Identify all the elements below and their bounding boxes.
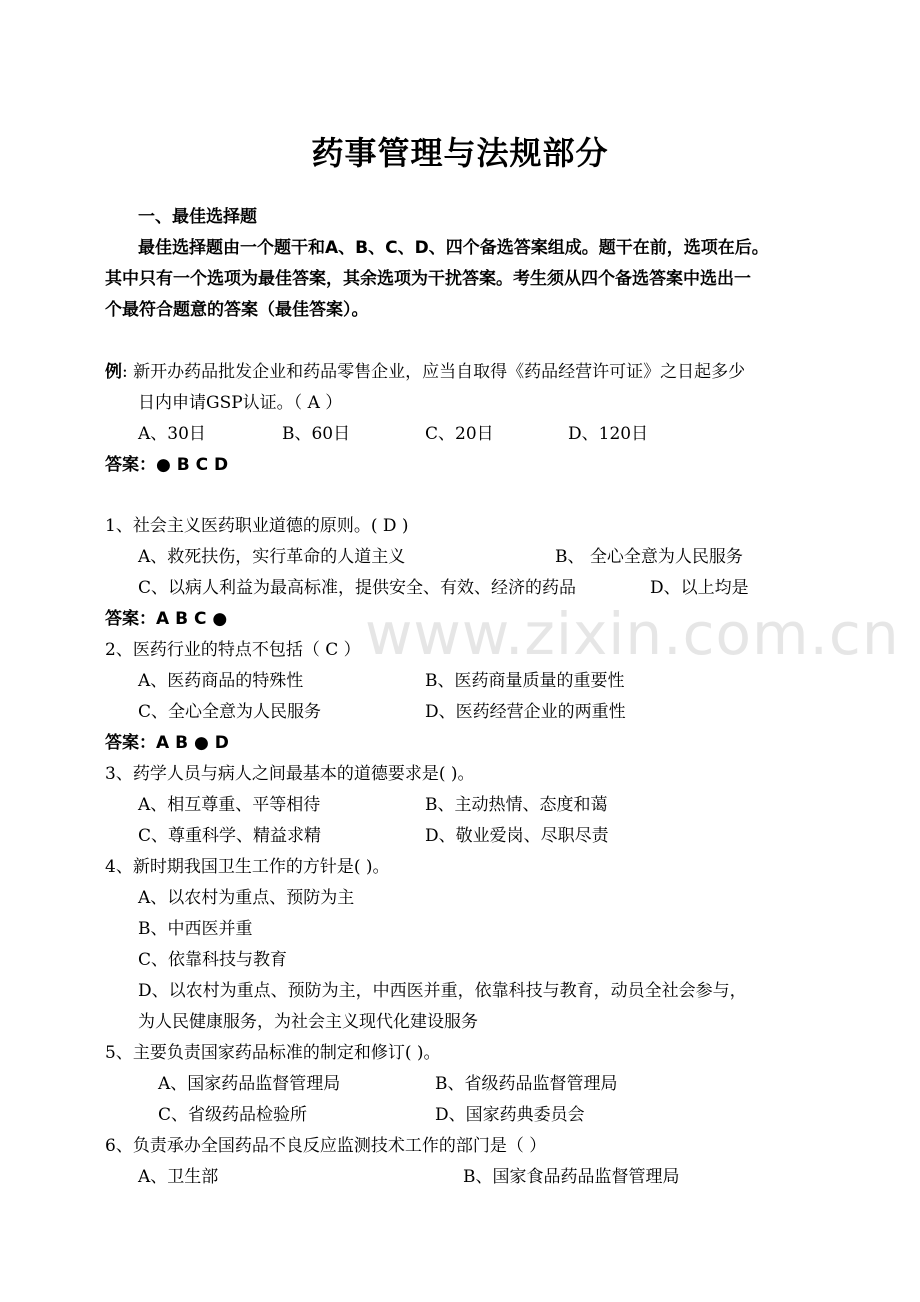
section-heading: 一、最佳选择题 — [138, 207, 257, 227]
question-4-option-b: B、中西医并重 — [138, 919, 253, 939]
question-6-stem: 6、负责承办全国药品不良反应监测技术工作的部门是（ ） — [105, 1136, 547, 1156]
question-3-option-c: C、尊重科学、精益求精 — [138, 826, 322, 846]
question-5-stem: 5、主要负责国家药品标准的制定和修订( )。 — [105, 1043, 441, 1063]
question-4-option-a: A、以农村为重点、预防为主 — [138, 888, 355, 908]
question-1-option-d: D、以上均是 — [650, 578, 749, 598]
question-2-stem: 2、医药行业的特点不包括（ C ） — [105, 640, 361, 660]
question-4-stem: 4、新时期我国卫生工作的方针是( )。 — [105, 857, 390, 877]
intro-line-1: 最佳选择题由一个题干和A、B、C、D、四个备选答案组成。题干在前，选项在后。 — [138, 238, 769, 258]
page-title: 药事管理与法规部分 — [311, 134, 609, 172]
question-1-option-b: B、 全心全意为人民服务 — [555, 547, 743, 567]
question-5-option-a: A、国家药品监督管理局 — [158, 1074, 341, 1094]
question-1-stem: 1、社会主义医药职业道德的原则。( D ) — [105, 516, 409, 536]
question-5-option-b: B、省级药品监督管理局 — [435, 1074, 618, 1094]
question-1-answer: 答案：A B C ● — [105, 609, 228, 629]
question-1-option-a: A、救死扶伤，实行革命的人道主义 — [138, 547, 406, 567]
question-2-option-c: C、全心全意为人民服务 — [138, 702, 322, 722]
question-5-option-c: C、省级药品检验所 — [158, 1105, 308, 1125]
question-2-answer: 答案：A B ● D — [105, 733, 229, 753]
question-5-option-d: D、国家药典委员会 — [435, 1105, 585, 1125]
question-4-option-d-cont: 为人民健康服务，为社会主义现代化建设服务 — [138, 1012, 478, 1032]
example-option-d: D、120日 — [568, 424, 649, 444]
watermark: www.zixin.com.cn — [365, 600, 900, 668]
intro-line-3: 个最符合题意的答案（最佳答案）。 — [105, 300, 369, 320]
question-4-option-d: D、以农村为重点、预防为主，中西医并重，依靠科技与教育，动员全社会参与， — [138, 981, 747, 1001]
example-stem-text: : 新开办药品批发企业和药品零售企业，应当自取得《药品经营许可证》之日起多少 — [122, 362, 746, 382]
question-2-option-d: D、医药经营企业的两重性 — [425, 702, 626, 722]
example-stem — [105, 361, 745, 383]
question-6-option-a: A、卫生部 — [138, 1167, 219, 1187]
question-1-option-c: C、以病人利益为最高标准，提供安全、有效、经济的药品 — [138, 578, 577, 598]
example-answer: 答案：● B C D — [105, 455, 229, 475]
intro-line-2: 其中只有一个选项为最佳答案，其余选项为干扰答案。考生须从四个备选答案中选出一 — [105, 269, 751, 289]
question-3-option-b: B、主动热情、态度和蔼 — [425, 795, 608, 815]
question-2-option-b: B、医药商量质量的重要性 — [425, 671, 625, 691]
question-3-option-d: D、敬业爱岗、尽职尽责 — [425, 826, 609, 846]
question-3-stem: 3、药学人员与病人之间最基本的道德要求是( )。 — [105, 764, 475, 784]
question-4-option-c: C、依靠科技与教育 — [138, 950, 288, 970]
example-option-c: C、20日 — [425, 424, 494, 444]
example-option-a: A、30日 — [138, 424, 206, 444]
question-2-option-a: A、医药商品的特殊性 — [138, 671, 304, 691]
example-stem-line-2: 日内申请GSP认证。（ A ） — [138, 393, 343, 413]
example-label: 例 — [105, 362, 122, 382]
question-6-option-b: B、国家食品药品监督管理局 — [463, 1167, 680, 1187]
example-option-b: B、60日 — [282, 424, 351, 444]
question-3-option-a: A、相互尊重、平等相待 — [138, 795, 321, 815]
